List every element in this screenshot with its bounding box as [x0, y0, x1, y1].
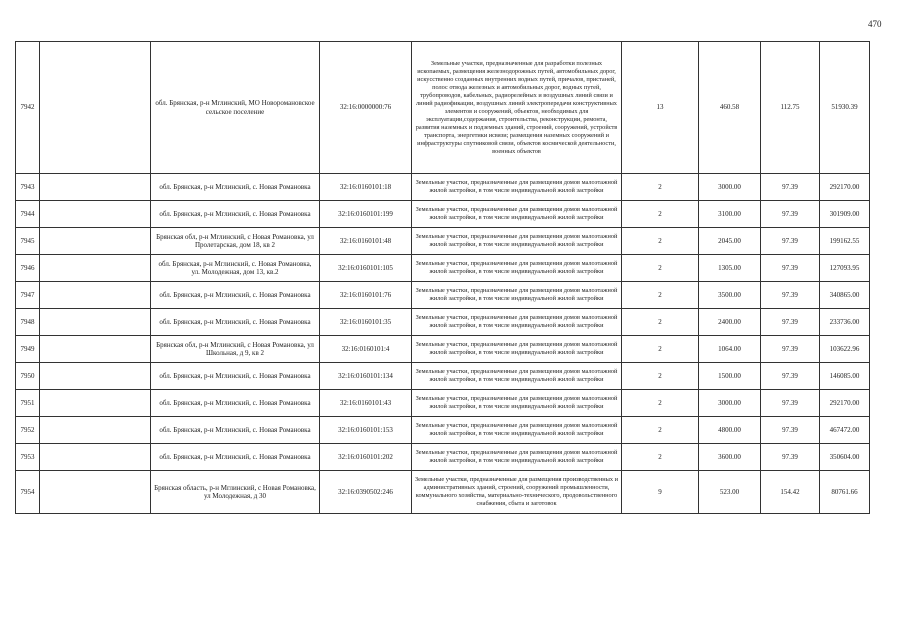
table-row: [16, 42, 870, 174]
cadastral-value-cell: 127093.95: [820, 255, 870, 282]
cadastral-value-cell: 51930.39: [820, 42, 870, 174]
address-cell: обл. Брянская, р-н Мглинский, с. Новая Романовка: [151, 309, 320, 336]
area-cell: 1064.00: [699, 336, 761, 363]
table-row: [16, 201, 870, 228]
blank-cell: [40, 282, 151, 309]
row-number-cell: 7942: [16, 42, 40, 174]
address-cell: обл. Брянская, р-н Мглинский, с. Новая Романовка: [151, 363, 320, 390]
area-cell: 3600.00: [699, 444, 761, 471]
table-row: [16, 255, 870, 282]
specific-value-cell: 97.39: [761, 363, 820, 390]
land-use-cell: Земельные участки, предназначенные для размещения домов малоэтажной жилой застройки, в том числе индивидуальной жилой застройки: [412, 390, 622, 417]
land-use-cell: Земельные участки, предназначенные для разработки полезных ископаемых, размещения железнодорожных путей, автомобильных дорог, искусственно созданных внутренних водных путей, причалов, пристаней, полос отвода железных и автомобильных дорог, водных путей, трубопроводов, кабельных, радиорелейных и воздушных линий связи и линий радиофикации, воздушных линий электропередачи конструктивных элементов и сооружений, объектов, необходимых для эксплуатации,содержания, строительства, реконструкции, ремонта, развития наземных и подземных зданий, строений, сооружений, устройств транспорта, энергетики исвязи; размещения наземных сооружений и инфраструктуры спутниковой связи, объектов космической деятельности, военных объектов: [412, 42, 622, 174]
page-number: 470: [868, 19, 882, 29]
cadastral-number-cell: 32:16:0160101:105: [320, 255, 412, 282]
cadastral-number-cell: 32:16:0160101:153: [320, 417, 412, 444]
land-use-cell: Земельные участки, предназначенные для размещения домов малоэтажной жилой застройки, в том числе индивидуальной жилой застройки: [412, 282, 622, 309]
table-row: [16, 174, 870, 201]
cadastral-number-cell: 32:16:0160101:48: [320, 228, 412, 255]
area-cell: 2045.00: [699, 228, 761, 255]
land-use-cell: Земельные участки, предназначенные для размещения домов малоэтажной жилой застройки, в том числе индивидуальной жилой застройки: [412, 444, 622, 471]
use-group-cell: 2: [622, 363, 699, 390]
land-use-cell: Земельные участки, предназначенные для размещения домов малоэтажной жилой застройки, в том числе индивидуальной жилой застройки: [412, 228, 622, 255]
cadastral-number-cell: 32:16:0160101:199: [320, 201, 412, 228]
table-row: [16, 417, 870, 444]
table-row: [16, 363, 870, 390]
specific-value-cell: 97.39: [761, 417, 820, 444]
specific-value-cell: 97.39: [761, 390, 820, 417]
specific-value-cell: 97.39: [761, 228, 820, 255]
table-row: [16, 444, 870, 471]
address-cell: Брянская область, р-н Мглинский, с Новая Романовка, ул Молодежная, д 30: [151, 471, 320, 514]
use-group-cell: 2: [622, 390, 699, 417]
land-use-cell: Земельные участки, предназначенные для размещения производственных и административных зданий, строений, сооружений промышленности, коммунального хозяйства, материально-технического, продовольственного снабжения, сбыта и заготовок: [412, 471, 622, 514]
specific-value-cell: 97.39: [761, 255, 820, 282]
land-use-cell: Земельные участки, предназначенные для размещения домов малоэтажной жилой застройки, в том числе индивидуальной жилой застройки: [412, 336, 622, 363]
cadastral-value-cell: 199162.55: [820, 228, 870, 255]
cadastral-value-cell: 340865.00: [820, 282, 870, 309]
blank-cell: [40, 417, 151, 444]
cadastral-number-cell: 32:16:0160101:76: [320, 282, 412, 309]
area-cell: 3100.00: [699, 201, 761, 228]
specific-value-cell: 97.39: [761, 444, 820, 471]
land-use-cell: Земельные участки, предназначенные для размещения домов малоэтажной жилой застройки, в том числе индивидуальной жилой застройки: [412, 255, 622, 282]
specific-value-cell: 97.39: [761, 282, 820, 309]
specific-value-cell: 97.39: [761, 174, 820, 201]
address-cell: обл. Брянская, р-н Мглинский, с. Новая Романовка: [151, 282, 320, 309]
row-number-cell: 7953: [16, 444, 40, 471]
specific-value-cell: 97.39: [761, 201, 820, 228]
row-number-cell: 7950: [16, 363, 40, 390]
area-cell: 460.58: [699, 42, 761, 174]
table-row: [16, 309, 870, 336]
row-number-cell: 7945: [16, 228, 40, 255]
cadastral-value-cell: 233736.00: [820, 309, 870, 336]
use-group-cell: 2: [622, 417, 699, 444]
area-cell: 2400.00: [699, 309, 761, 336]
land-use-cell: Земельные участки, предназначенные для размещения домов малоэтажной жилой застройки, в том числе индивидуальной жилой застройки: [412, 417, 622, 444]
cadastral-number-cell: 32:16:0160101:43: [320, 390, 412, 417]
table-row: [16, 282, 870, 309]
address-cell: Брянская обл, р-н Мглинский, с Новая Романовка, ул Пролетарская, дом 18, кв 2: [151, 228, 320, 255]
use-group-cell: 13: [622, 42, 699, 174]
use-group-cell: 2: [622, 444, 699, 471]
blank-cell: [40, 174, 151, 201]
blank-cell: [40, 201, 151, 228]
cadastral-number-cell: 32:16:0160101:35: [320, 309, 412, 336]
blank-cell: [40, 363, 151, 390]
land-use-cell: Земельные участки, предназначенные для размещения домов малоэтажной жилой застройки, в том числе индивидуальной жилой застройки: [412, 201, 622, 228]
row-number-cell: 7952: [16, 417, 40, 444]
cadastral-number-cell: 32:16:0390502:246: [320, 471, 412, 514]
use-group-cell: 2: [622, 228, 699, 255]
blank-cell: [40, 444, 151, 471]
table-row: [16, 471, 870, 514]
blank-cell: [40, 42, 151, 174]
blank-cell: [40, 336, 151, 363]
area-cell: 4800.00: [699, 417, 761, 444]
row-number-cell: 7946: [16, 255, 40, 282]
row-number-cell: 7947: [16, 282, 40, 309]
cadastral-value-cell: 103622.96: [820, 336, 870, 363]
address-cell: обл. Брянская, р-н Мглинский, с. Новая Романовка: [151, 174, 320, 201]
blank-cell: [40, 228, 151, 255]
row-number-cell: 7944: [16, 201, 40, 228]
cadastral-number-cell: 32:16:0160101:134: [320, 363, 412, 390]
row-number-cell: 7954: [16, 471, 40, 514]
cadastral-value-cell: 146085.00: [820, 363, 870, 390]
table-row: [16, 228, 870, 255]
cadastral-value-table: [15, 41, 870, 514]
use-group-cell: 9: [622, 471, 699, 514]
area-cell: 3000.00: [699, 174, 761, 201]
land-use-cell: Земельные участки, предназначенные для размещения домов малоэтажной жилой застройки, в том числе индивидуальной жилой застройки: [412, 309, 622, 336]
specific-value-cell: 97.39: [761, 309, 820, 336]
row-number-cell: 7948: [16, 309, 40, 336]
use-group-cell: 2: [622, 174, 699, 201]
specific-value-cell: 97.39: [761, 336, 820, 363]
cadastral-value-cell: 292170.00: [820, 390, 870, 417]
table-body: [16, 42, 870, 514]
specific-value-cell: 154.42: [761, 471, 820, 514]
cadastral-number-cell: 32:16:0160101:202: [320, 444, 412, 471]
blank-cell: [40, 255, 151, 282]
table-row: [16, 336, 870, 363]
address-cell: Брянская обл, р-н Мглинский, с Новая Романовка, ул Школьная, д 9, кв 2: [151, 336, 320, 363]
cadastral-value-cell: 467472.00: [820, 417, 870, 444]
area-cell: 1305.00: [699, 255, 761, 282]
land-use-cell: Земельные участки, предназначенные для размещения домов малоэтажной жилой застройки, в том числе индивидуальной жилой застройки: [412, 363, 622, 390]
blank-cell: [40, 309, 151, 336]
cadastral-value-cell: 350604.00: [820, 444, 870, 471]
address-cell: обл. Брянская, р-н Мглинский, с. Новая Романовка: [151, 417, 320, 444]
blank-cell: [40, 471, 151, 514]
blank-cell: [40, 390, 151, 417]
use-group-cell: 2: [622, 201, 699, 228]
address-cell: обл. Брянская, р-н Мглинский, с. Новая Романовка, ул. Молодежная, дом 13, кв.2: [151, 255, 320, 282]
cadastral-number-cell: 32:16:0160101:4: [320, 336, 412, 363]
address-cell: обл. Брянская, р-н Мглинский, МО Новоромановское сельское поселение: [151, 42, 320, 174]
row-number-cell: 7949: [16, 336, 40, 363]
address-cell: обл. Брянская, р-н Мглинский, с. Новая Романовка: [151, 390, 320, 417]
cadastral-value-cell: 292170.00: [820, 174, 870, 201]
row-number-cell: 7951: [16, 390, 40, 417]
specific-value-cell: 112.75: [761, 42, 820, 174]
cadastral-value-cell: 80761.66: [820, 471, 870, 514]
use-group-cell: 2: [622, 282, 699, 309]
table-row: [16, 390, 870, 417]
area-cell: 3000.00: [699, 390, 761, 417]
cadastral-number-cell: 32:16:0160101:18: [320, 174, 412, 201]
area-cell: 1500.00: [699, 363, 761, 390]
land-use-cell: Земельные участки, предназначенные для размещения домов малоэтажной жилой застройки, в том числе индивидуальной жилой застройки: [412, 174, 622, 201]
cadastral-number-cell: 32:16:0000000:76: [320, 42, 412, 174]
address-cell: обл. Брянская, р-н Мглинский, с. Новая Романовка: [151, 444, 320, 471]
row-number-cell: 7943: [16, 174, 40, 201]
area-cell: 523.00: [699, 471, 761, 514]
address-cell: обл. Брянская, р-н Мглинский, с. Новая Романовка: [151, 201, 320, 228]
area-cell: 3500.00: [699, 282, 761, 309]
use-group-cell: 2: [622, 336, 699, 363]
use-group-cell: 2: [622, 309, 699, 336]
use-group-cell: 2: [622, 255, 699, 282]
cadastral-value-cell: 301909.00: [820, 201, 870, 228]
